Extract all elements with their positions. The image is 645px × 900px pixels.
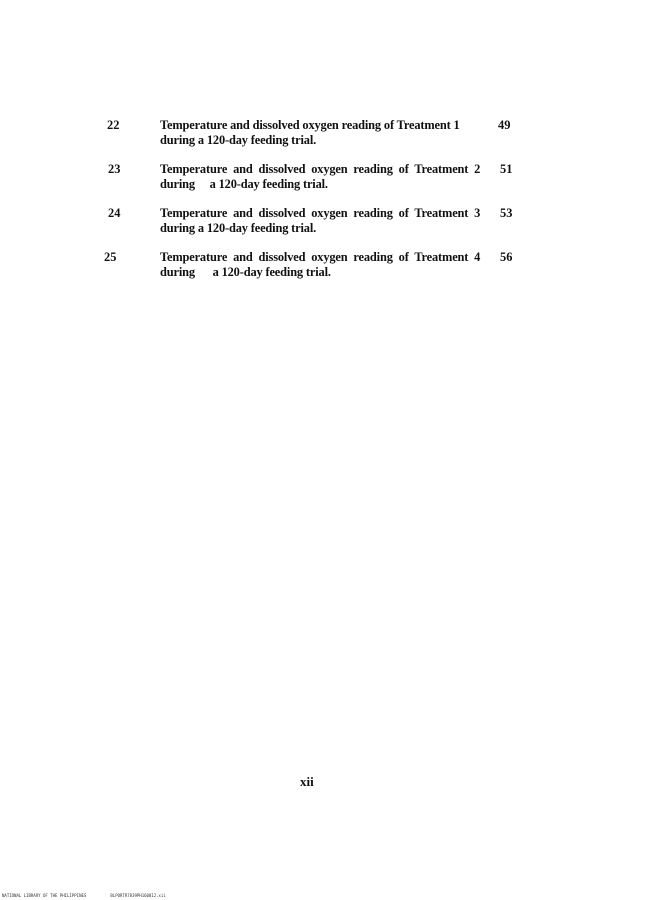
entry-title-line: Temperature and dissolved oxygen reading of Treatment 1 bbox=[160, 118, 460, 132]
entry-number: 25 bbox=[104, 250, 117, 264]
entry-title bbox=[160, 250, 480, 280]
entry-page-number: 56 bbox=[500, 250, 513, 264]
library-footer-stamp bbox=[2, 893, 166, 898]
entry-number: 22 bbox=[107, 118, 120, 132]
entry-title-line: Temperature and dissolved oxygen reading of Treatment 4 bbox=[160, 250, 481, 264]
entry-title bbox=[160, 206, 480, 236]
page-folio: xii bbox=[300, 774, 314, 789]
entry-title-line: during a 120-day feeding trial. bbox=[160, 133, 317, 147]
entry-title-line: Temperature and dissolved oxygen reading of Treatment 2 bbox=[160, 162, 481, 176]
footer-document-code: BLPORTR7839PH160812.xii bbox=[110, 893, 166, 898]
entry-title bbox=[160, 118, 480, 148]
entry-page-number: 51 bbox=[500, 162, 513, 176]
entry-title bbox=[160, 162, 480, 192]
entry-number: 23 bbox=[108, 162, 121, 176]
entry-title-line: during a 120-day feeding trial. bbox=[160, 221, 317, 235]
footer-library-name: NATIONAL LIBRARY OF THE PHILIPPINES bbox=[2, 893, 87, 898]
entry-title-line: during a 120-day feeding trial. bbox=[160, 177, 328, 191]
entry-title-line: Temperature and dissolved oxygen reading of Treatment 3 bbox=[160, 206, 481, 220]
entry-page-number: 53 bbox=[500, 206, 513, 220]
entry-page-number: 49 bbox=[498, 118, 511, 132]
entry-number: 24 bbox=[108, 206, 121, 220]
entry-title-line: during a 120-day feeding trial. bbox=[160, 265, 331, 279]
